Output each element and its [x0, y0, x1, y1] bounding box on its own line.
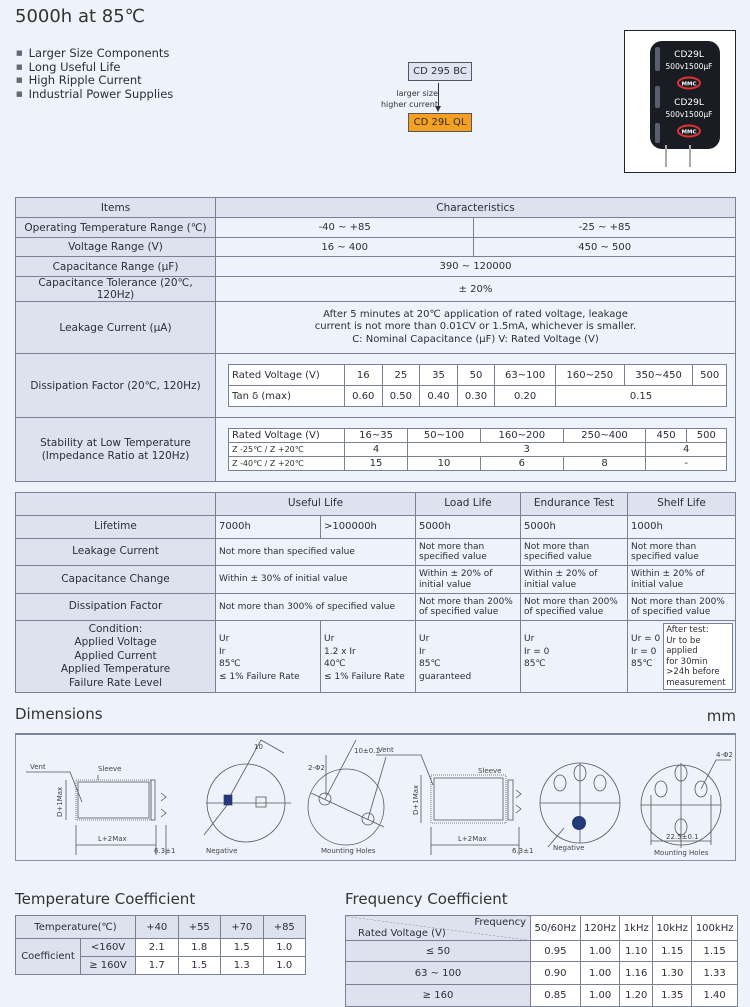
row-label: Leakage Current (µA) [16, 302, 216, 354]
condition-cell [521, 621, 628, 693]
cell: Not more than 200% of specified value [416, 594, 521, 621]
cell: 8 [563, 457, 646, 471]
diameter-label: D+1Max [56, 786, 64, 817]
cell: 0.60 [345, 386, 383, 407]
header-useful-life: Useful Life [216, 493, 416, 516]
cell: 1.00 [580, 985, 620, 1007]
cell: 1.20 [620, 985, 653, 1007]
text-line: Applied Temperature [60, 663, 171, 676]
text-line: Stability at Low Temperature [40, 436, 191, 449]
row-label: <160V [81, 939, 136, 957]
header-cell: +40 [136, 916, 179, 939]
arrow-head [435, 106, 441, 112]
condition-cell [628, 621, 736, 693]
row-label: Voltage Range (V) [16, 238, 216, 257]
diameter-label: D+1Max [412, 784, 420, 815]
cell: 4 [646, 443, 727, 457]
lead-label: 6.3±1 [154, 847, 176, 855]
header-cell: 1kHz [620, 916, 653, 941]
stability-cell [216, 418, 736, 482]
freq-coef-title: Frequency Coefficient [345, 890, 508, 908]
negative-label: Negative [553, 844, 585, 852]
text-line: Ur [324, 634, 335, 644]
cell: 1.3 [221, 957, 264, 975]
text-line: Ur [524, 634, 535, 644]
header-cell: 120Hz [580, 916, 620, 941]
header-cell: 10kHz [653, 916, 692, 941]
cell: 50 [457, 365, 495, 386]
mounting-label: Mounting Holes [321, 847, 376, 855]
page-title: 5000h at 85℃ [15, 6, 145, 27]
header-cell: +70 [221, 916, 264, 939]
text-line: Ur to be applied [666, 635, 701, 656]
text-line: for 30min [666, 656, 708, 667]
shelf-condition [631, 623, 660, 690]
cell: 7000h [216, 516, 321, 539]
dissipation-table [228, 364, 727, 407]
cell: 1000h [628, 516, 736, 539]
row-label: Capacitance Tolerance (20℃, 120Hz) [16, 277, 216, 302]
unit-label: mm [706, 707, 736, 725]
cell: 1.15 [692, 941, 738, 962]
cell: 16 ~ 400 [216, 238, 474, 257]
dim-label: 10±0.1 [354, 747, 380, 755]
cell: 1.10 [620, 941, 653, 962]
cell: 0.20 [495, 386, 556, 407]
cell: 160~250 [555, 365, 624, 386]
blank-header [16, 493, 216, 516]
row-label: Capacitance Change [16, 566, 216, 594]
cell: 1.0 [263, 939, 306, 957]
cell: Within ± 30% of initial value [216, 566, 416, 594]
text-line: 85℃ [631, 659, 653, 669]
sleeve-label: Sleeve [478, 767, 502, 775]
cell: -40 ~ +85 [216, 218, 474, 238]
text-line: ≤ 1% Failure Rate [324, 671, 405, 682]
text-line: 85℃ [419, 659, 441, 669]
feature-item: ■ Long Useful Life [16, 61, 173, 75]
cell: Within ± 20% of initial value [521, 566, 628, 594]
series-to: CD 29L QL [408, 113, 472, 132]
cell: 1.7 [136, 957, 179, 975]
cell: Tan δ (max) [229, 386, 345, 407]
feature-list [16, 47, 173, 101]
text-line: 40℃ [324, 659, 346, 669]
cell: 1.35 [653, 985, 692, 1007]
condition-cell [321, 621, 416, 693]
length-label: L+2Max [98, 835, 127, 843]
cell: 50~100 [408, 429, 481, 443]
vent-label: Vent [378, 746, 394, 754]
cell: 500 [686, 429, 726, 443]
photo-label: 500v1500µF [665, 62, 713, 71]
sleeve-label: Sleeve [98, 765, 122, 773]
series-note [372, 88, 438, 110]
cell: ± 20% [216, 277, 736, 302]
text-line: Ir [219, 646, 226, 657]
row-label: ≥ 160 [346, 985, 531, 1007]
cell: 1.15 [653, 941, 692, 962]
cell: 0.90 [531, 962, 581, 985]
condition-cell [416, 621, 521, 693]
cell: 4 [345, 443, 408, 457]
text-line: ≤ 1% Failure Rate [219, 671, 300, 682]
row-label [16, 418, 216, 482]
cell: 1.8 [178, 939, 221, 957]
text-line: Ur [419, 634, 430, 644]
cell: Not more than specified value [416, 539, 521, 566]
text-line: Ir = 0 [524, 646, 550, 657]
row-label: Coefficient [16, 939, 81, 975]
text-line: Ir [419, 646, 426, 657]
cell: 350~450 [624, 365, 693, 386]
text-line: 1.2 x Ir [324, 646, 356, 657]
temp-coef-title: Temperature Coefficient [15, 890, 196, 908]
row-label: Operating Temperature Range (℃) [16, 218, 216, 238]
cell: Not more than 200% of specified value [521, 594, 628, 621]
text-line: After 5 minutes at 20℃ application of rated voltage, leakage [323, 308, 628, 320]
row-label: Capacitance Range (µF) [16, 257, 216, 277]
brand-logo: MMC [681, 81, 697, 88]
cell: 0.85 [531, 985, 581, 1007]
text-line: current is not more than 0.01CV or 1.5mA, whichever is smaller. [314, 321, 637, 333]
cell: 0.40 [420, 386, 458, 407]
cell: Not more than specified value [628, 539, 736, 566]
cell: 15 [345, 457, 408, 471]
diagonal-header [346, 916, 531, 941]
text-line: >24h before [666, 667, 720, 677]
brand-logo: MMC [681, 129, 697, 136]
text-line: Failure Rate Level [68, 676, 162, 689]
text-line: guaranteed [419, 671, 472, 682]
cell: 250~400 [563, 429, 646, 443]
dim-label: 22.5±0.1 [666, 833, 699, 841]
cell: 0.50 [382, 386, 420, 407]
text-line: Ir = 0 [631, 646, 657, 657]
cell: 63~100 [495, 365, 556, 386]
cell: 1.16 [620, 962, 653, 985]
header-shelf-life: Shelf Life [628, 493, 736, 516]
row-label: Dissipation Factor (20℃, 120Hz) [16, 354, 216, 418]
cell: 5000h [521, 516, 628, 539]
vent-label: Vent [30, 763, 46, 771]
cell: 16 [345, 365, 383, 386]
cell: - [646, 457, 727, 471]
photo-label: CD29L [674, 98, 704, 108]
text-line: After test: [666, 625, 709, 635]
cell: Z -40℃ / Z +20℃ [229, 457, 345, 471]
header-cell: +55 [178, 916, 221, 939]
cell: 0.15 [555, 386, 726, 407]
cell: 160~200 [480, 429, 563, 443]
negative-label: Negative [206, 847, 238, 855]
capacitor-image [625, 31, 735, 171]
freq-coef-table [345, 915, 738, 1007]
cell: Not more than 200% of specified value [628, 594, 736, 621]
cell: 16~35 [345, 429, 408, 443]
cell: 1.33 [692, 962, 738, 985]
row-label: ≤ 50 [346, 941, 531, 962]
feature-item: ■ High Ripple Current [16, 74, 173, 88]
header-cell: 100kHz [692, 916, 738, 941]
cell: Within ± 20% of initial value [416, 566, 521, 594]
dimensions-drawing [15, 733, 736, 861]
cell: -25 ~ +85 [474, 218, 736, 238]
cell: Z -25℃ / Z +20℃ [229, 443, 345, 457]
leakage-cell [216, 302, 736, 354]
header-items: Items [16, 198, 216, 218]
row-label: 63 ~ 100 [346, 962, 531, 985]
feature-item: ■ Industrial Power Supplies [16, 88, 173, 102]
header-characteristics: Characteristics [216, 198, 736, 218]
product-photo [624, 30, 736, 173]
header-cell: +85 [263, 916, 306, 939]
cell: Not more than specified value [216, 539, 416, 566]
cell: 390 ~ 120000 [216, 257, 736, 277]
text-line: 85℃ [219, 659, 241, 669]
text-line: Condition: [88, 622, 143, 635]
text-line: Ur [219, 634, 230, 644]
text-line: measurement [666, 677, 726, 688]
cell: Rated Voltage (V) [229, 365, 345, 386]
text-line: Ur = 0 [631, 634, 661, 644]
dissipation-cell [216, 354, 736, 418]
cell: 1.30 [653, 962, 692, 985]
cell: 10 [408, 457, 481, 471]
note-line: larger size [396, 89, 438, 98]
condition-labels [16, 621, 216, 693]
header-cell: 50/60Hz [531, 916, 581, 941]
cell: 1.00 [580, 962, 620, 985]
after-test-note [663, 623, 733, 690]
cell: 500 [693, 365, 727, 386]
dim-label: 10 [254, 743, 263, 751]
row-label: Lifetime [16, 516, 216, 539]
stability-table [228, 428, 727, 471]
text-line: (Impedance Ratio at 120Hz) [41, 449, 190, 462]
mounting-label: Mounting Holes [654, 849, 709, 857]
cell: 450 [646, 429, 686, 443]
freq-axis-label: Frequency [474, 917, 526, 928]
condition-cell [216, 621, 321, 693]
cell: 0.95 [531, 941, 581, 962]
temp-coef-table [15, 915, 306, 975]
cell: Not more than specified value [521, 539, 628, 566]
cell: 1.5 [221, 939, 264, 957]
text-line: C: Nominal Capacitance (µF) V: Rated Voltage (V) [352, 333, 599, 345]
lead-label: 6.3±1 [512, 847, 534, 855]
holes-label: 4-Φ2 [716, 751, 733, 759]
photo-label: 500v1500µF [665, 110, 713, 119]
text-line: Applied Voltage [74, 636, 157, 649]
life-test-table [15, 492, 736, 693]
length-label: L+2Max [458, 835, 487, 843]
cell: 5000h [416, 516, 521, 539]
volt-axis-label: Rated Voltage (V) [358, 928, 446, 939]
text-line: Applied Current [74, 649, 157, 662]
cell: Not more than 300% of specified value [216, 594, 416, 621]
dimension-diagrams [16, 735, 735, 859]
characteristics-table [15, 197, 736, 482]
series-from: CD 295 BC [408, 62, 472, 81]
cell: 2.1 [136, 939, 179, 957]
row-label: Leakage Current [16, 539, 216, 566]
cell: 25 [382, 365, 420, 386]
row-label: ≥ 160V [81, 957, 136, 975]
note-line: higher current [380, 100, 438, 109]
cell: 450 ~ 500 [474, 238, 736, 257]
cell: 1.5 [178, 957, 221, 975]
cell: 1.0 [263, 957, 306, 975]
cell: Rated Voltage (V) [229, 429, 345, 443]
row-label: Dissipation Factor [16, 594, 216, 621]
cell: 35 [420, 365, 458, 386]
header-cell: Temperature(℃) [16, 916, 136, 939]
cell: >100000h [321, 516, 416, 539]
header-load-life: Load Life [416, 493, 521, 516]
cell: 0.30 [457, 386, 495, 407]
cell: Within ± 20% of initial value [628, 566, 736, 594]
cell: 3 [408, 443, 646, 457]
holes-label: 2-Φ2 [308, 764, 325, 772]
cell: 6 [480, 457, 563, 471]
feature-item: ■ Larger Size Components [16, 47, 173, 61]
dimensions-title: Dimensions [15, 705, 103, 723]
header-endurance: Endurance Test [521, 493, 628, 516]
cell: 1.40 [692, 985, 738, 1007]
text-line: 85℃ [524, 659, 546, 669]
photo-label: CD29L [674, 50, 704, 60]
cell: 1.00 [580, 941, 620, 962]
